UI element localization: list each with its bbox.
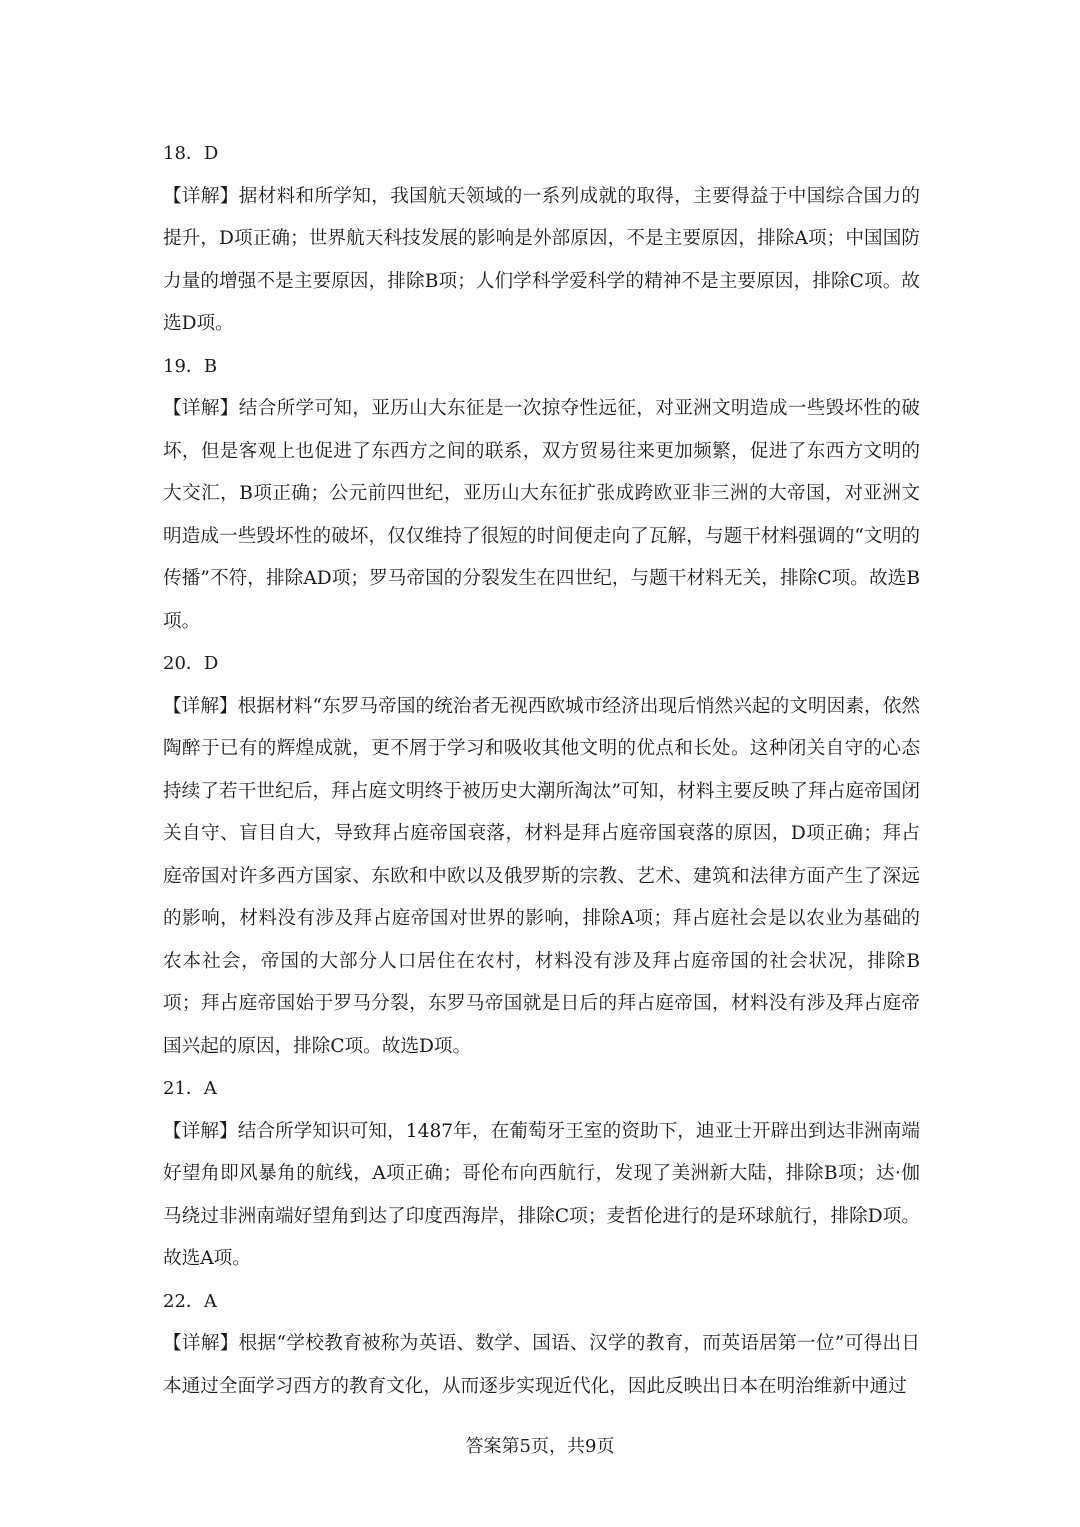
question-22: [163, 1281, 920, 1409]
answer-label: 18．D: [163, 143, 219, 164]
answer-label: 20．D: [163, 653, 219, 674]
answer-explanation: 【详解】结合所学知识可知，1487年，在葡萄牙王室的资助下，迪亚士开辟出到达非洲南端好望角即风暴角的航线，A项正确；哥伦布向西航行，发现了美洲新大陆，排除B项；达·伽马绕过非洲南端好望角到达了印度西海岸，排除C项；麦哲伦进行的是环球航行，排除D项。故选A项。: [163, 1120, 920, 1269]
question-18: [163, 133, 920, 346]
answer-label: 19．B: [163, 355, 218, 377]
page-footer: 答案第5页，共9页: [465, 1436, 615, 1457]
answer-content: [163, 133, 920, 1408]
answer-explanation: 【详解】根据“学校教育被称为英语、数学、国语、汉学的教育，而英语居第一位”可得出日本通过全面学习西方的教育文化，从而逐步实现近代化，因此反映出日本在明治维新中通过: [163, 1333, 920, 1397]
question-19: [163, 346, 920, 644]
answer-label: 21．A: [163, 1078, 217, 1099]
answer-label: 22．A: [163, 1290, 217, 1312]
question-20: [163, 643, 920, 1068]
answer-explanation: 【详解】据材料和所学知，我国航天领域的一系列成就的取得，主要得益于中国综合国力的提升，D项正确；世界航天科技发展的影响是外部原因，不是主要原因，排除A项；中国国防力量的增强不是主要原因，排除B项；人们学科学爱科学的精神不是主要原因，排除C项。故选D项。: [163, 185, 920, 334]
question-21: [163, 1068, 920, 1281]
answer-explanation: 【详解】根据材料“东罗马帝国的统治者无视西欧城市经济出现后悄然兴起的文明因素，依然陶醉于已有的辉煌成就，更不屑于学习和吸收其他文明的优点和长处。这种闭关自守的心态持续了若干世纪后，拜占庭文明终于被历史大潮所淘汰”可知，材料主要反映了拜占庭帝国闭关自守、盲目自大，导致拜占庭帝国衰落，材料是拜占庭帝国衰落的原因，D项正确；拜占庭帝国对许多西方国家、东欧和中欧以及俄罗斯的宗教、艺术、建筑和法律方面产生了深远的影响，材料没有涉及拜占庭帝国对世界的影响，排除A项；拜占庭社会是以农业为基础的农本社会，帝国的大部分人口居住在农村，材料没有涉及拜占庭帝国的社会状况，排除B项；拜占庭帝国始于罗马分裂，东罗马帝国就是日后的拜占庭帝国，材料没有涉及拜占庭帝国兴起的原因，排除C项。故选D项。: [163, 695, 920, 1057]
answer-explanation: 【详解】结合所学可知，亚历山大东征是一次掠夺性远征，对亚洲文明造成一些毁坏性的破坏，但是客观上也促进了东西方之间的联系，双方贸易往来更加频繁，促进了东西方文明的大交汇，B项正确；公元前四世纪，亚历山大东征扩张成跨欧亚非三洲的大帝国，对亚洲文明造成一些毁坏性的破坏，仅仅维持了很短的时间便走向了瓦解，与题干材料强调的“文明的传播”不符，排除AD项；罗马帝国的分裂发生在四世纪，与题干材料无关，排除C项。故选B项。: [163, 398, 920, 632]
